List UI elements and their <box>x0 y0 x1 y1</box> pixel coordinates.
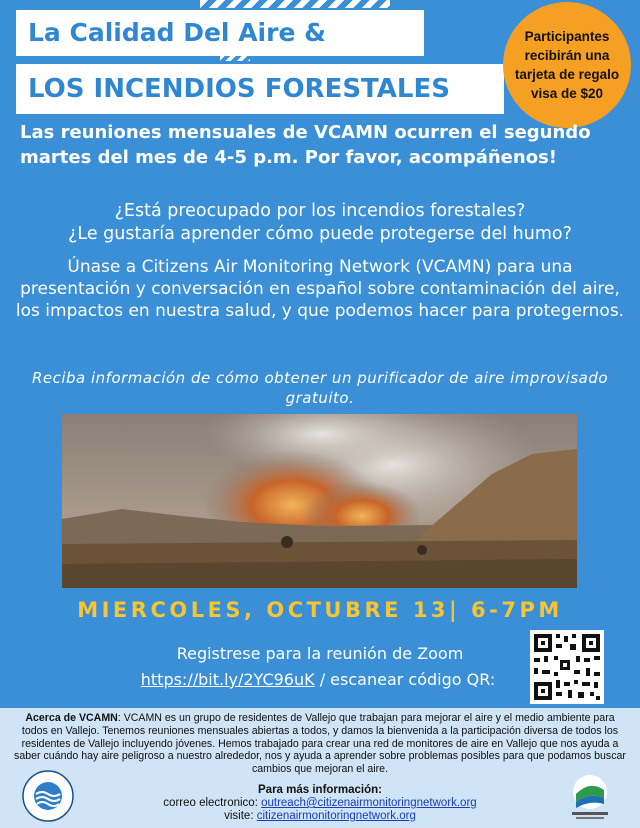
qr-code[interactable] <box>530 630 604 704</box>
vcamn-logo <box>22 770 74 822</box>
california-climate-logo-icon <box>560 770 620 822</box>
badge-text: Participantes recibirán una tarjeta de regalo visa de $20 <box>514 29 620 101</box>
question-2: ¿Le gustaría aprender cómo puede protegerse del humo? <box>68 224 572 244</box>
footer <box>0 708 640 828</box>
california-climate-logo <box>560 770 620 822</box>
event-date: MIERCOLES, OCTUBRE 13| 6-7PM <box>77 598 563 622</box>
questions <box>10 200 630 246</box>
meetings-text: Las reuniones mensuales de VCAMN ocurren el segundo martes del mes de 4-5 p.m. Por favor, acompáñenos! <box>20 122 591 168</box>
email-link[interactable]: outreach@citizenairmonitoringnetwork.org <box>261 797 477 809</box>
about-section <box>14 712 626 776</box>
title-line-2: LOS INCENDIOS FORESTALES <box>16 64 504 114</box>
scan-text: / escanear código QR: <box>314 670 496 689</box>
register-text: Registrese para la reunión de Zoom <box>176 644 464 663</box>
link-row <box>108 670 528 689</box>
email-label: correo electronico: <box>163 797 262 809</box>
question-1: ¿Está preocupado por los incendios forestales? <box>114 201 526 221</box>
about-label: Acerca de VCAMN <box>25 712 118 724</box>
join-text: Únase a Citizens Air Monitoring Network (VCAMN) para una presentación y conversación en español sobre contaminación del aire, los impactos en nuestra salud, y que podemos hacer para protegernos. <box>15 257 625 321</box>
gift-card-badge <box>503 2 631 128</box>
zoom-link[interactable]: https://bit.ly/2YC96uK <box>140 670 315 689</box>
wildfire-photo <box>62 414 577 588</box>
website-link[interactable]: citizenairmonitoringnetwork.org <box>256 810 416 822</box>
qr-code-image <box>530 630 604 704</box>
visit-label: visite: <box>224 810 257 822</box>
wildfire-image <box>62 414 577 588</box>
title-line-1: La Calidad Del Aire & <box>16 10 424 56</box>
vcamn-logo-icon <box>22 770 74 822</box>
about-text: : VCAMN es un grupo de residentes de Vallejo que trabajan para mejorar el aire y el medio ambiente para todos en Vallejo. Tenemos reuniones mensuales abiertas a todos, y damos la bienvenida a la participación diversa de todos los residentes de Vallejo incluyendo jóvenes. Hemos trabajado para crear una red de monitores de aire en Vallejo que nos ayuda a saber cuándo hay aire peligroso a nuestro alrededor, nos y ayuda a aprender sobre problemas posibles para que podamos buscar cambios que mejoran el aire. <box>14 712 626 776</box>
more-info-label: Para más información: <box>258 784 382 796</box>
contact-section <box>0 784 640 823</box>
purifier-text: Reciba información de cómo obtener un purificador de aire improvisado gratuito. <box>31 369 609 407</box>
decorative-stripes <box>200 0 390 8</box>
